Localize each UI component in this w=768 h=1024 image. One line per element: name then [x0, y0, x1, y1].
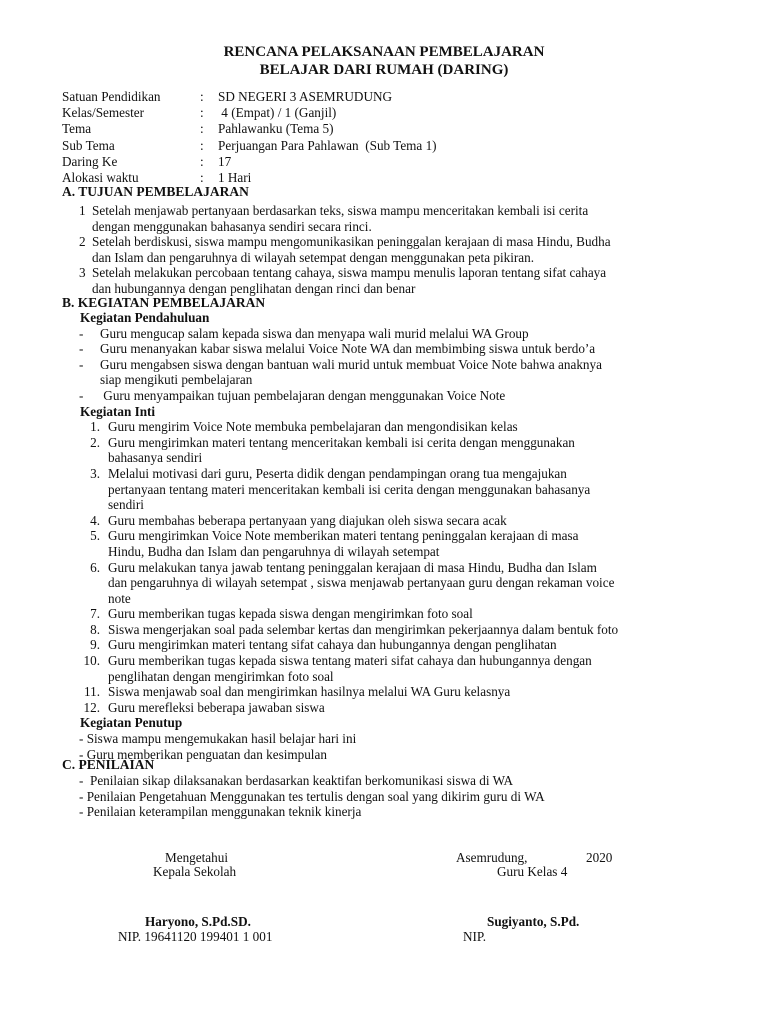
activities-block [62, 310, 702, 762]
identity-separator: : [200, 121, 204, 137]
identity-value: Pahlawanku (Tema 5) [218, 121, 334, 137]
item-text: Guru mengucap salam kepada siswa dan menyapa wali murid melalui WA Group [100, 325, 529, 341]
list-item: - Penilaian Pengetahuan Menggunakan tes tertulis dengan soal yang dikirim guru di WA [79, 788, 545, 804]
section-b-heading: B. KEGIATAN PEMBELAJARAN [62, 295, 266, 310]
item-text: Guru melakukan tanya jawab tentang peninggalan kerajaan di masa Hindu, Budha dan Islam [108, 559, 597, 575]
list-item [62, 234, 702, 250]
item-text: note [108, 590, 131, 606]
objectives-list [62, 203, 702, 297]
item-text: penglihatan dengan mengirimkan foto soal [108, 668, 334, 684]
item-text: Guru membahas beberapa pertanyaan yang diajukan oleh siswa secara acak [108, 512, 507, 528]
item-number: 4. [90, 512, 100, 528]
sign-left-line1: Mengetahui [165, 850, 228, 865]
list-item [62, 388, 702, 404]
list-item [62, 466, 702, 482]
item-text: dan pengaruhnya di wilayah setempat , siswa menjawab pertanyaan guru dengan rekaman voice [108, 575, 615, 591]
item-text: Guru merefleksi beberapa jawaban siswa [108, 699, 325, 715]
identity-value: 17 [218, 153, 232, 169]
list-item-continuation [62, 591, 702, 607]
identity-row [62, 138, 437, 154]
item-text: siap mengikuti pembelajaran [100, 372, 253, 388]
identity-value: SD NEGERI 3 ASEMRUDUNG [218, 89, 393, 104]
list-item [62, 265, 702, 281]
item-text: Setelah berdiskusi, siswa mampu mengomunikasikan peninggalan kerajaan di masa Hindu, Budha [92, 234, 611, 250]
assessment-list [62, 773, 702, 820]
item-number: 2. [90, 434, 100, 450]
item-text: pertanyaan tentang materi menceritakan kembali isi cerita dengan menggunakan bahasanya [108, 481, 591, 497]
item-number: 3 [79, 265, 86, 281]
item-number: 1. [90, 419, 100, 435]
item-text: Guru menanyakan kabar siswa melalui Voice Note WA dan membimbing siswa untuk berdo’a [100, 341, 596, 357]
item-text: dengan menggunakan bahasanya sendiri secara rinci. [92, 218, 372, 234]
list-item-continuation [62, 497, 702, 513]
sign-right-place: Asemrudung, [456, 850, 528, 865]
identity-separator: : [200, 169, 204, 185]
identity-separator: : [200, 153, 204, 169]
item-text: Siswa mengerjakan soal pada selembar kertas dan mengirimkan pekerjaannya dalam bentuk foto [108, 621, 619, 637]
item-dash: - [79, 341, 84, 357]
identity-separator: : [200, 89, 204, 104]
item-number: 2 [79, 234, 86, 250]
item-text: bahasanya sendiri [108, 450, 203, 466]
identity-separator: : [200, 137, 204, 153]
list-item [62, 684, 702, 700]
list-item-continuation [62, 250, 702, 266]
identity-label: Alokasi waktu [62, 169, 139, 185]
document-subtitle: BELAJAR DARI RUMAH (DARING) [259, 62, 509, 78]
item-text: Guru mengabsen siswa dengan bantuan wali murid untuk membuat Voice Note bahwa anaknya [100, 356, 602, 372]
list-item-continuation [62, 450, 702, 466]
list-item [62, 419, 702, 435]
item-text: Hindu, Budha dan Islam dan pengaruhnya di wilayah setempat [108, 543, 440, 559]
list-item-continuation [62, 482, 702, 498]
list-item-continuation [62, 669, 702, 685]
pendahuluan-heading: Kegiatan Pendahuluan [80, 310, 210, 325]
identity-label: Sub Tema [62, 137, 115, 153]
list-item [62, 653, 702, 669]
identity-label: Kelas/Semester [62, 105, 145, 121]
item-text: Guru memberikan tugas kepada siswa tentang materi sifat cahaya dan hubungannya dengan [108, 653, 592, 669]
item-text: Guru mengirim Voice Note membuka pembelajaran dan mengondisikan kelas [108, 419, 518, 435]
item-dash: - [79, 356, 84, 372]
item-text: Guru menyampaikan tujuan pembelajaran dengan menggunakan Voice Note [100, 387, 506, 403]
sign-right-role: Guru Kelas 4 [497, 864, 568, 879]
sign-left-line2: Kepala Sekolah [153, 864, 237, 879]
sign-left-name: Haryono, S.Pd.SD. [145, 914, 251, 929]
list-item [62, 513, 702, 529]
item-text: Guru mengirimkan materi tentang menceritakan kembali isi cerita dengan menggunakan [108, 434, 575, 450]
item-text: dan hubungannya dengan penglihatan dengan rinci dan benar [92, 280, 416, 296]
inti-list [62, 419, 702, 715]
list-item [62, 637, 702, 653]
penutup-heading: Kegiatan Penutup [80, 715, 183, 731]
list-item [62, 357, 702, 373]
item-text: Setelah melakukan percobaan tentang cahaya, siswa mampu menulis laporan tentang sifat cahaya [92, 265, 607, 281]
list-item: - Penilaian sikap dilaksanakan berdasarkan keaktifan berkomunikasi siswa di WA [79, 773, 514, 788]
list-item: - Penilaian keterampilan menggunakan teknik kinerja [79, 804, 362, 820]
list-item [62, 435, 702, 451]
identity-label: Satuan Pendidikan [62, 89, 161, 104]
sign-right-name: Sugiyanto, S.Pd. [487, 914, 580, 929]
inti-heading: Kegiatan Inti [80, 403, 156, 419]
list-item [62, 606, 702, 622]
item-text: Guru memberikan tugas kepada siswa dengan mengirimkan foto soal [108, 606, 473, 622]
document-title: RENCANA PELAKSANAAN PEMBELAJARAN [223, 44, 545, 60]
list-item [62, 622, 702, 638]
item-text: Siswa menjawab soal dan mengirimkan hasilnya melalui WA Guru kelasnya [108, 684, 511, 700]
item-number: 6. [90, 559, 100, 575]
identity-label: Tema [62, 121, 92, 137]
item-number: 9. [90, 637, 100, 653]
sign-right-nip: NIP. [463, 929, 487, 944]
item-text: Guru mengirimkan Voice Note memberikan materi tentang peninggalan kerajaan di masa [108, 528, 579, 544]
item-number: 3. [90, 465, 100, 481]
identity-separator: : [200, 105, 204, 121]
item-dash: - [79, 387, 84, 403]
item-text: sendiri [108, 497, 144, 513]
identity-row [62, 154, 437, 170]
item-number: 8. [90, 621, 100, 637]
sign-right-year: 2020 [586, 850, 613, 865]
identity-value: 1 Hari [218, 169, 252, 185]
list-item-continuation [62, 219, 702, 235]
list-item [62, 528, 702, 544]
item-text: Guru mengirimkan materi tentang sifat cahaya dan hubungannya dengan penglihatan [108, 637, 557, 653]
list-item [62, 341, 702, 357]
item-dash: - [79, 325, 84, 341]
identity-value: Perjuangan Para Pahlawan (Sub Tema 1) [218, 137, 437, 153]
list-item [62, 700, 702, 716]
list-item [62, 326, 702, 342]
identity-value: 4 (Empat) / 1 (Ganjil) [218, 105, 337, 121]
identity-row [62, 105, 437, 121]
item-text: Melalui motivasi dari guru, Peserta didik dengan pendampingan orang tua mengajukan [108, 465, 567, 481]
list-item-continuation [62, 575, 702, 591]
item-text: dan Islam dan pengaruhnya di wilayah setempat dengan menggunakan peta pikiran. [92, 249, 535, 265]
section-c-heading: C. PENILAIAN [62, 757, 155, 772]
item-number: 7. [90, 606, 100, 622]
item-number: 11. [84, 684, 100, 700]
item-text: Setelah menjawab pertanyaan berdasarkan teks, siswa mampu menceritakan kembali isi cerita [92, 203, 589, 218]
item-number: 1 [79, 203, 86, 218]
item-number: 5. [90, 528, 100, 544]
list-item: - Guru memberikan penguatan dan kesimpulan [79, 746, 327, 762]
list-item-continuation [62, 372, 702, 388]
list-item-continuation [62, 544, 702, 560]
section-a-heading: A. TUJUAN PEMBELAJARAN [62, 184, 249, 199]
list-item [62, 203, 702, 219]
list-item: - Siswa mampu mengemukakan hasil belajar hari ini [79, 731, 357, 747]
sign-left-nip: NIP. 19641120 199401 1 001 [118, 929, 273, 944]
identity-label: Daring Ke [62, 153, 118, 169]
list-item [62, 560, 702, 576]
identity-table [62, 89, 437, 186]
item-number: 10. [83, 653, 100, 669]
item-number: 12. [83, 699, 100, 715]
identity-row [62, 121, 437, 137]
identity-row [62, 89, 437, 105]
